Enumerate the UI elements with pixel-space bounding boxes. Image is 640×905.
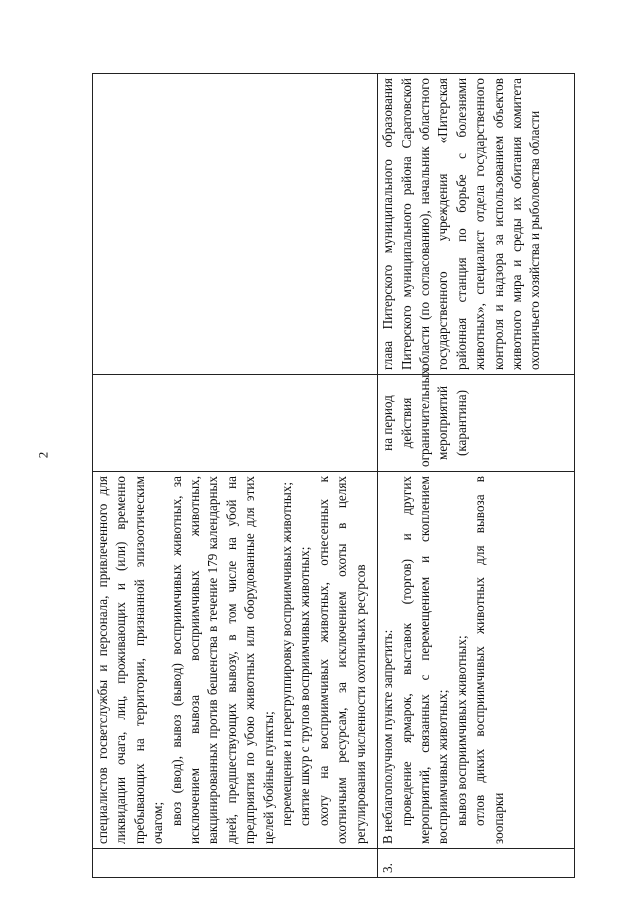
page-number: 2 xyxy=(35,451,51,459)
term-cell: на период действия ограничительных мероприятий (карантина) xyxy=(378,375,575,472)
measure-paragraph: вывоз восприимчивых животных; xyxy=(453,635,469,826)
term-cell xyxy=(93,375,378,472)
measures-cell xyxy=(93,472,378,849)
responsible-cell: глава Питерского муниципального образования Питерского муниципального района Саратовской области (по согласованию), начальник областного государственного учреждения «Питерская районная станция по борьбе с болезнями животных», специалист отдела государственного контроля и надзора за использованием объектов животного мира и среды их обитания комитета охотничьего хозяйства и рыболовства области xyxy=(378,74,575,375)
table-row xyxy=(93,74,378,878)
measure-paragraph: специалистов госветслужбы и персонала, привлеченного для ликвидации очага, лиц, проживающих и (или) временно пребывающих на территории, признанной эпизоотическим очагом; xyxy=(95,476,166,844)
measures-table xyxy=(92,73,575,878)
row-number-cell: 3. xyxy=(378,849,575,878)
measure-paragraph: отлов диких восприимчивых животных для вывоза в зоопарки xyxy=(472,476,506,844)
measures-cell xyxy=(378,472,575,849)
table-row xyxy=(378,74,575,878)
measure-paragraph: В неблагополучном пункте запретить: xyxy=(380,629,396,844)
measure-paragraph: снятие шкур с трупов восприимчивых животных; xyxy=(297,546,313,826)
responsible-cell xyxy=(93,74,378,375)
measure-paragraph: проведение ярмарок, выставок (торгов) и других мероприятий, связанных с перемещением и скоплением восприимчивых животных; xyxy=(398,476,451,844)
measure-paragraph: охоту на восприимчивых животных, отнесенных к охотничьим ресурсам, за исключением охоты в целях регулирования численности охотничьих ресурсов xyxy=(315,476,368,844)
measure-paragraph: перемещение и перегруппировку восприимчивых животных; xyxy=(279,481,295,826)
row-number-cell xyxy=(93,849,378,878)
measure-paragraph: ввоз (ввод), вывоз (вывод) восприимчивых животных, за исключением вывоза восприимчивых животных, вакцинированных против бешенства в течение 179 календарных дней, предшествующих вывозу, в том числе на убой на предприятия по убою животных или оборудованные для этих целей убойные пункты; xyxy=(168,476,276,844)
